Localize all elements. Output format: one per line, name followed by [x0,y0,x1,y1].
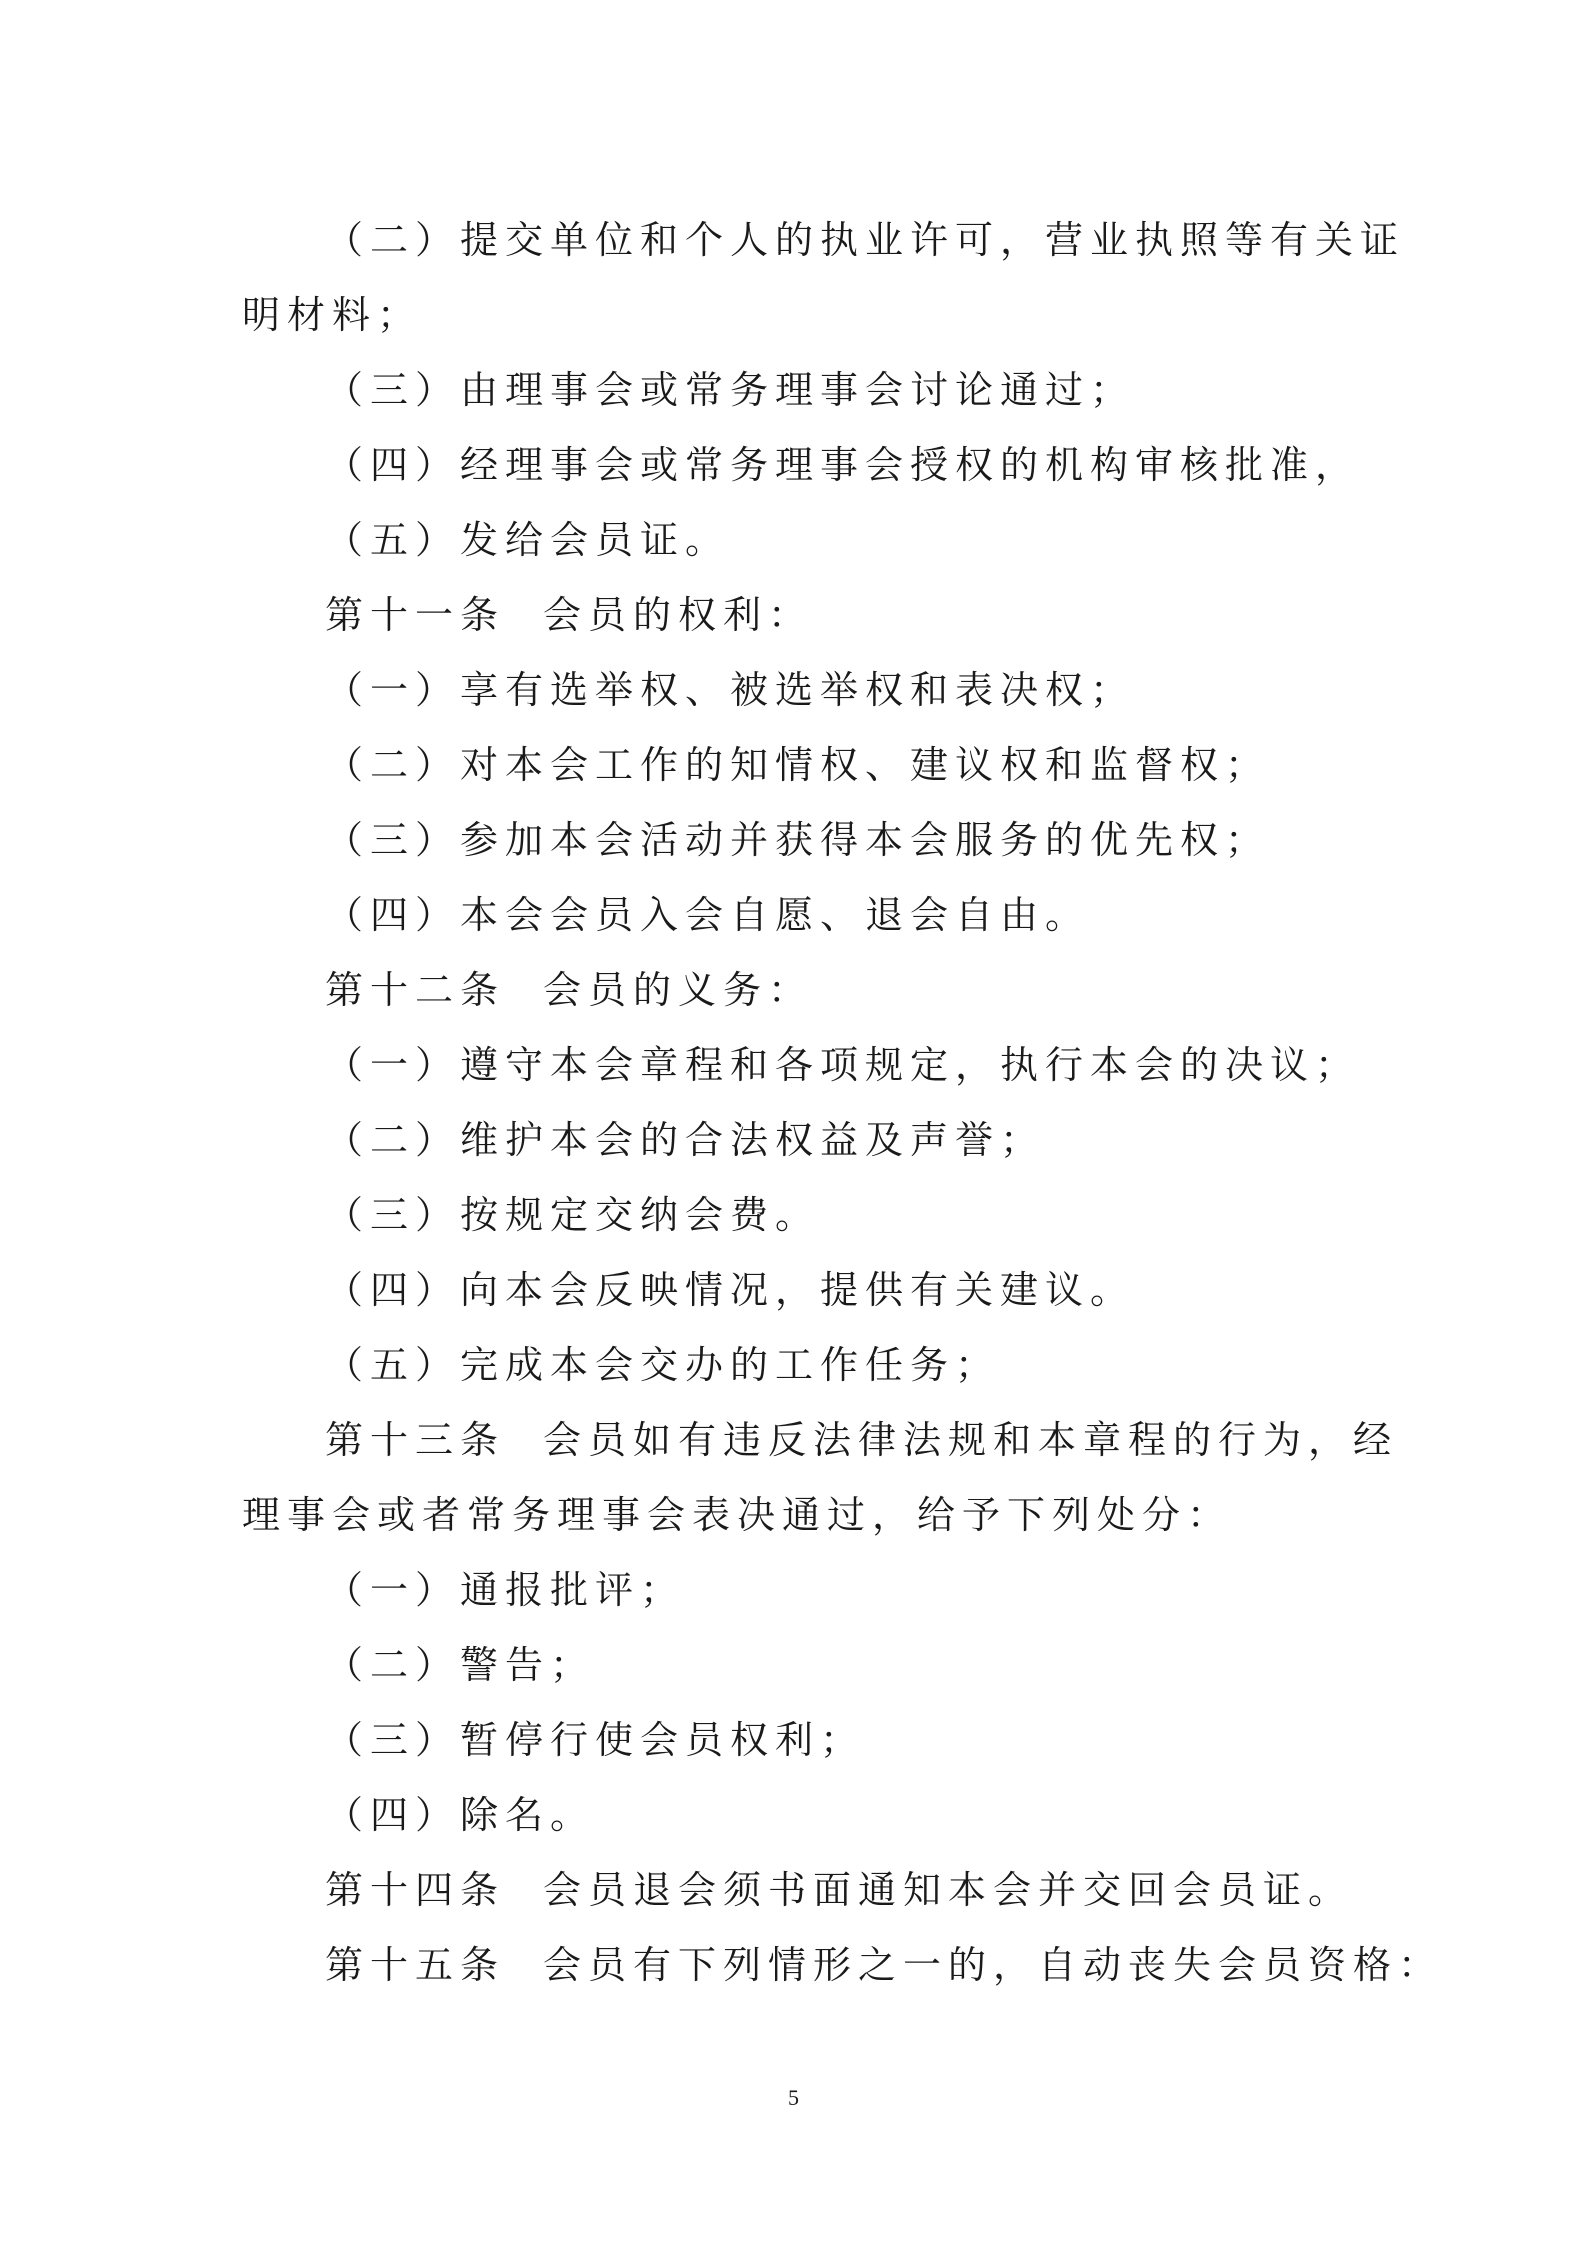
paragraph-line: （二）对本会工作的知情权、建议权和监督权； [325,743,1271,787]
article-text: 会员退会须书面通知本会并交回会员证。 [543,1868,1354,1912]
paragraph-line: （三）暂停行使会员权利； [325,1718,866,1762]
paragraph-line: （四）向本会反映情况，提供有关建议。 [325,1268,1136,1312]
paragraph-line: （三）参加本会活动并获得本会服务的优先权； [325,818,1271,862]
article-number: 第十一条 [325,593,506,637]
paragraph-line: （一）遵守本会章程和各项规定，执行本会的决议； [325,1043,1361,1087]
article-heading [242,953,1354,1028]
paragraph-line: （一）通报批评； [325,1568,686,1612]
paragraph-line: （二）警告； [325,1643,596,1687]
article-heading [242,1928,1444,2003]
article-text: 会员有下列情形之一的，自动丧失会员资格： [543,1943,1444,1987]
article-text: 会员的义务： [543,968,814,1012]
paragraph-line: （四）经理事会或常务理事会授权的机构审核批准， [325,443,1361,487]
article-heading [242,1403,1399,1478]
paragraph-line: 理事会或者常务理事会表决通过，给予下列处分： [242,1493,1233,1537]
paragraph-line: （四）除名。 [325,1793,596,1837]
article-number: 第十二条 [325,968,506,1012]
paragraph-line: （五）完成本会交办的工作任务； [325,1343,1001,1387]
article-number: 第十四条 [325,1868,506,1912]
paragraph-line: （三）按规定交纳会费。 [325,1193,821,1237]
page-number: 5 [788,2085,799,2110]
document-body [242,203,1444,2003]
article-heading [242,578,1354,653]
article-heading [242,1853,1354,1928]
article-number: 第十五条 [325,1943,506,1987]
paragraph-line: （二）维护本会的合法权益及声誉； [325,1118,1046,1162]
article-text: 会员如有违反法律法规和本章程的行为，经 [543,1418,1399,1462]
paragraph-line: 明材料； [242,293,423,337]
paragraph-line: （一）享有选举权、被选举权和表决权； [325,668,1136,712]
article-number: 第十三条 [325,1418,506,1462]
paragraph-line: （三）由理事会或常务理事会讨论通过； [325,368,1136,412]
paragraph-line: （四）本会会员入会自愿、退会自由。 [325,893,1091,937]
paragraph-line: （二）提交单位和个人的执业许可，营业执照等有关证 [325,218,1406,262]
article-text: 会员的权利： [543,593,814,637]
paragraph-line: （五）发给会员证。 [325,518,731,562]
